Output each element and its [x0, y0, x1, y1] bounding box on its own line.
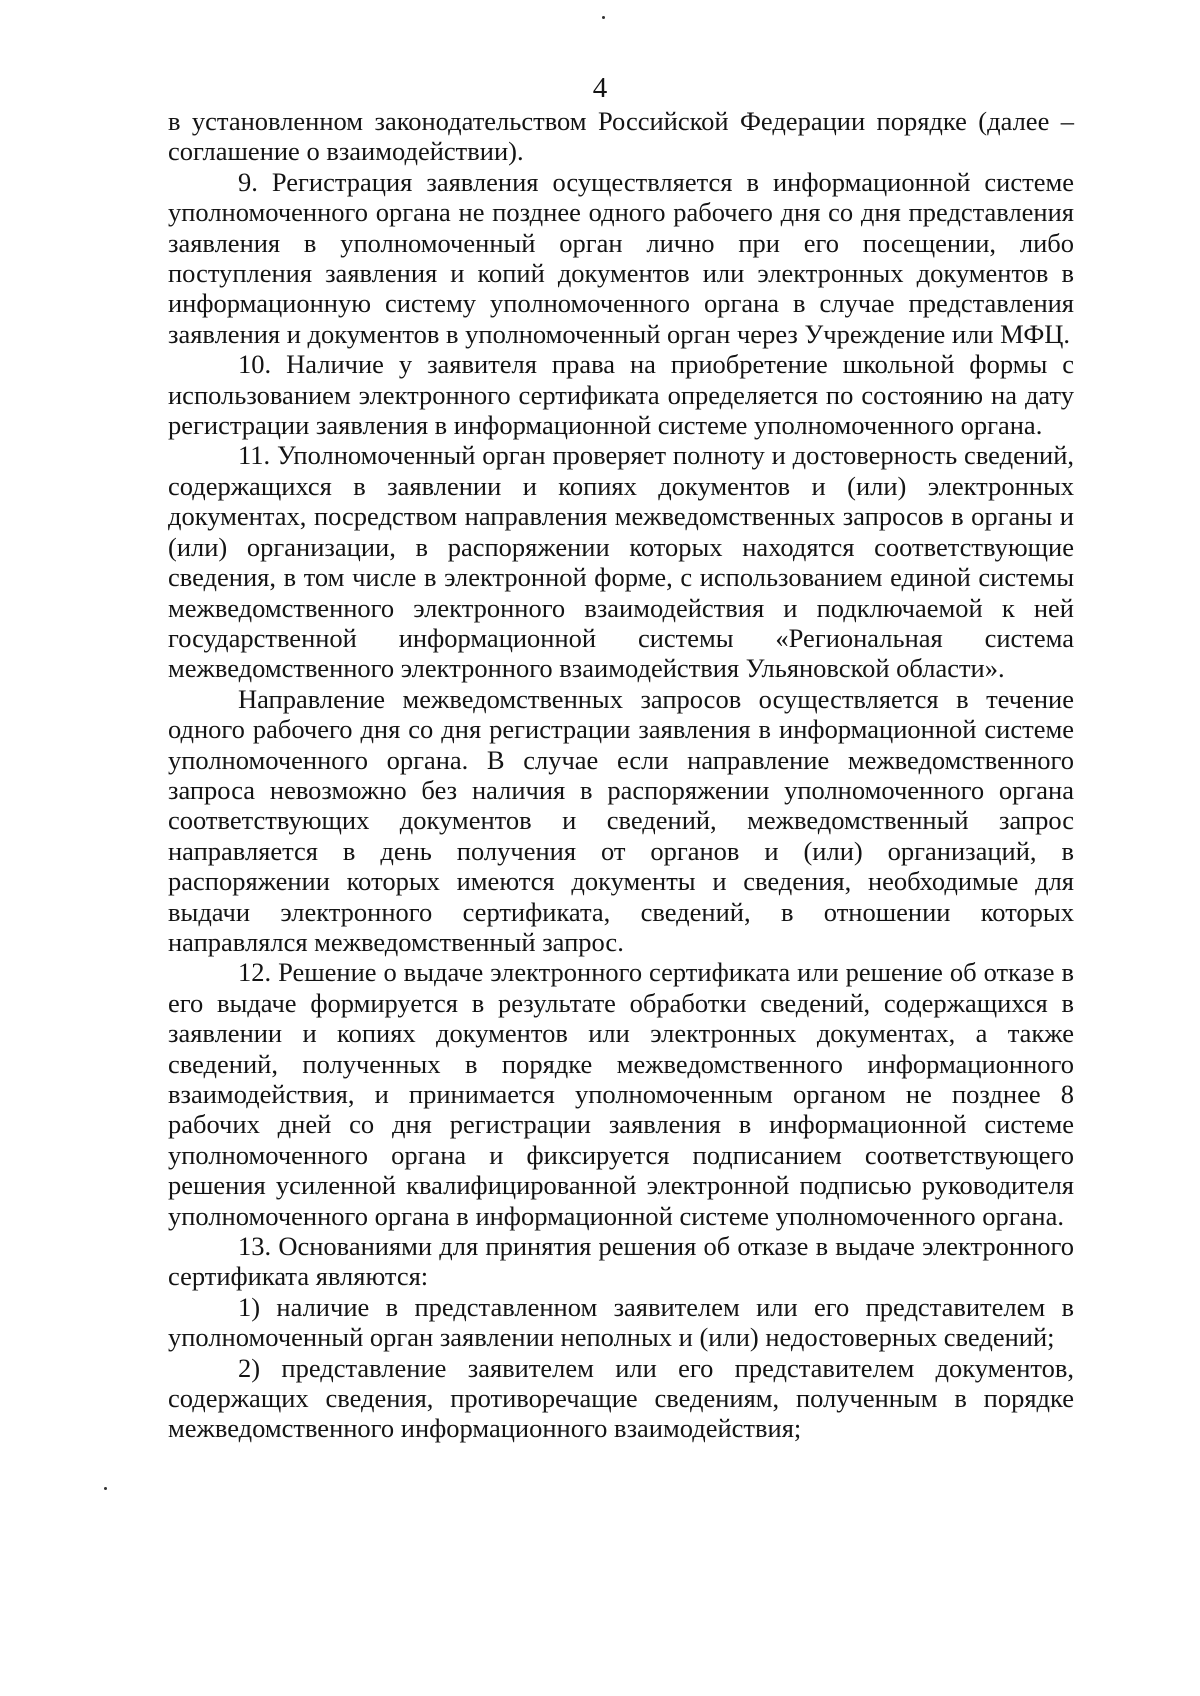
list-item-2: 2) представление заявителем или его представителем документов, содержащих сведения, противоречащие сведениям, полученным в порядке межведомственного информационного взаимодействия; [168, 1352, 1074, 1444]
paragraph-continuation: в установленном законодательством Российской Федерации порядке (далее – соглашение о взаимодействии). [168, 106, 1074, 167]
paragraph-item-13: 13. Основаниями для принятия решения об отказе в выдаче электронного сертификата являются: [168, 1231, 1074, 1292]
paragraph-item-12: 12. Решение о выдаче электронного сертификата или решение об отказе в его выдаче формируется в результате обработки сведений, содержащихся в заявлении и копиях документов или электронных документах, а также сведений, полученных в порядке межведомственного информационного взаимодействия, и принимается уполномоченным органом не позднее 8 рабочих дней со дня регистрации заявления в информационной системе уполномоченного органа и фиксируется подписанием соответствующего решения усиленной квалифицированной электронной подписью руководителя уполномоченного органа в информационной системе уполномоченного органа. [168, 957, 1074, 1231]
list-item-1: 1) наличие в представленном заявителем или его представителем в уполномоченный орган заявлении неполных и (или) недостоверных сведений; [168, 1291, 1074, 1353]
paragraph-item-10: 10. Наличие у заявителя права на приобретение школьной формы с использованием электронного сертификата определяется по состоянию на дату регистрации заявления в информационной системе уполномоченного органа. [168, 349, 1074, 441]
scan-artifact [104, 1487, 107, 1490]
page-number: 4 [592, 72, 608, 104]
scan-artifact [602, 16, 605, 19]
paragraph-item-11: 11. Уполномоченный орган проверяет полноту и достоверность сведений, содержащихся в заявлении и копиях документов и (или) электронных документах, посредством направления межведомственных запросов в органы и (или) организации, в распоряжении которых находятся соответствующие сведения, в том числе в электронной форме, с использованием единой системы межведомственного электронного взаимодействия и подключаемой к ней государственной информационной системы «Региональная система межведомственного электронного взаимодействия Ульяновской области». [168, 440, 1074, 684]
document-body [168, 106, 1074, 1444]
paragraph-item-9: 9. Регистрация заявления осуществляется в информационной системе уполномоченного органа не позднее одного рабочего дня со дня представления заявления в уполномоченный орган лично при его посещении, либо поступления заявления и копий документов или электронных документов в информационную систему уполномоченного органа в случае представления заявления и документов в уполномоченный орган через Учреждение или МФЦ. [168, 166, 1074, 349]
paragraph-interagency-requests: Направление межведомственных запросов осуществляется в течение одного рабочего дня со дня регистрации заявления в информационной системе уполномоченного органа. В случае если направление межведомственного запроса невозможно без наличия в распоряжении уполномоченного органа соответствующих документов и сведений, межведомственный запрос направляется в день получения от органов и (или) организаций, в распоряжении которых имеются документы и сведения, необходимые для выдачи электронного сертификата, сведений, в отношении которых направлялся межведомственный запрос. [168, 683, 1074, 957]
